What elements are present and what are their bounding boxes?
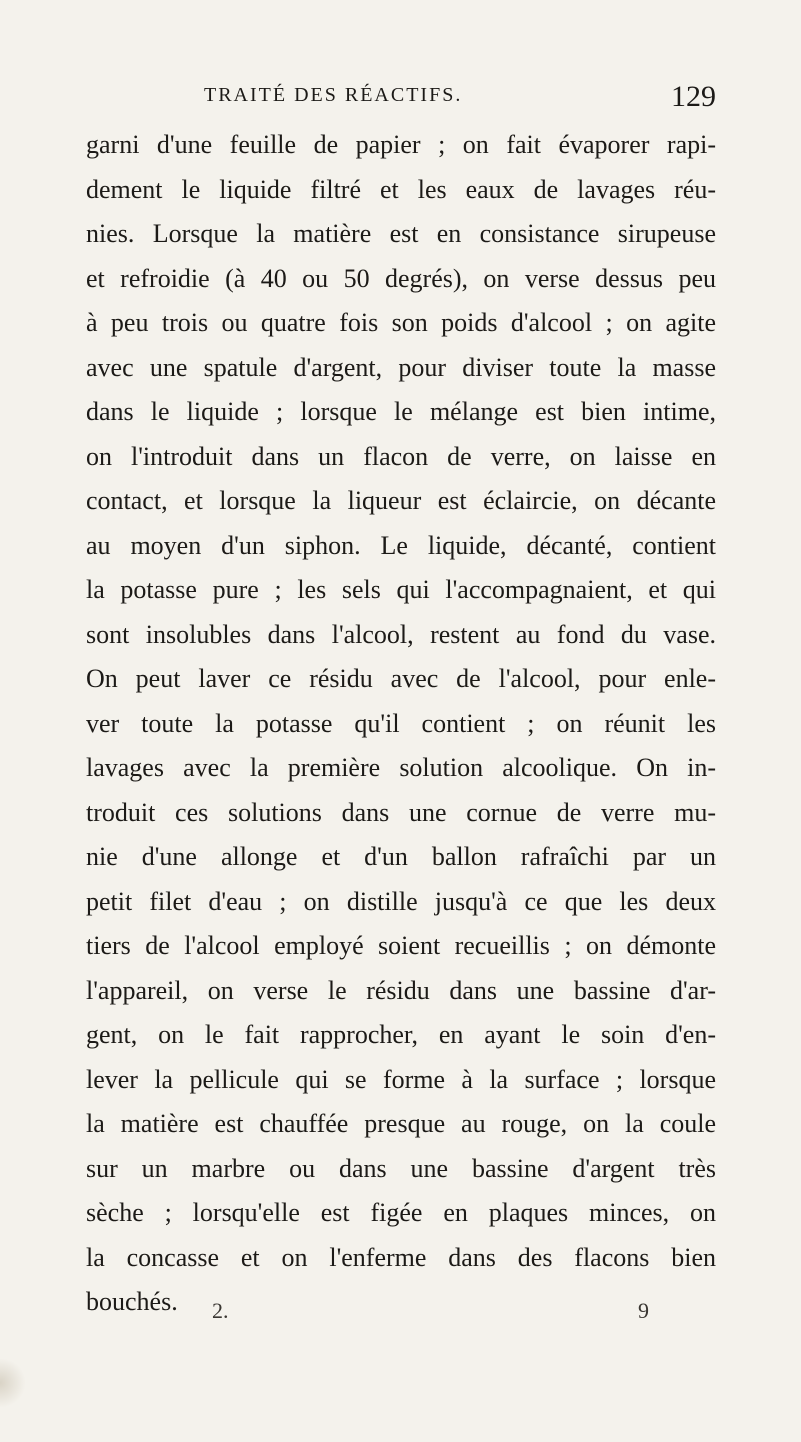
- text-line: lavages avec la première solution alcoolique. On in-: [86, 753, 716, 782]
- text-line: la matière est chauffée presque au rouge, on la coule: [86, 1109, 716, 1138]
- text-line: avec une spatule d'argent, pour diviser toute la masse: [86, 352, 716, 382]
- text-line: lever la pellicule qui se forme à la surface ; lorsque: [86, 1064, 716, 1094]
- text-line: gent, on le fait rapprocher, en ayant le soin d'en-: [86, 1020, 716, 1049]
- text-line: tiers de l'alcool employé soient recueillis ; on démonte: [86, 931, 716, 960]
- page-number: 129: [671, 80, 716, 113]
- text-line: à peu trois ou quatre fois son poids d'alcool ; on agite: [86, 308, 716, 337]
- text-line: sont insolubles dans l'alcool, restent au fond du vase.: [86, 619, 716, 649]
- sheet-folio: 9: [638, 1298, 649, 1323]
- text-line: dans le liquide ; lorsque le mélange est bien intime,: [86, 397, 716, 426]
- text-line: sur un marbre ou dans une bassine d'argent très: [86, 1153, 716, 1183]
- page-footer: [212, 1298, 652, 1332]
- text-line: la potasse pure ; les sels qui l'accompagnaient, et qui: [86, 575, 716, 604]
- text-line: au moyen d'un siphon. Le liquide, décanté, contient: [86, 530, 716, 560]
- text-line: troduit ces solutions dans une cornue de verre mu-: [86, 797, 716, 827]
- text-line: la concasse et on l'enferme dans des flacons bien: [86, 1242, 716, 1272]
- text-line: dement le liquide filtré et les eaux de lavages réu-: [86, 174, 716, 204]
- running-header: [204, 80, 716, 116]
- text-line: On peut laver ce résidu avec de l'alcool, pour enle-: [86, 664, 716, 693]
- text-line: contact, et lorsque la liqueur est éclaircie, on décante: [86, 486, 716, 515]
- text-line: garni d'une feuille de papier ; on fait évaporer rapi-: [86, 130, 716, 159]
- text-line: bouchés.: [86, 1287, 178, 1316]
- text-line: nie d'une allonge et d'un ballon rafraîchi par un: [86, 842, 716, 871]
- text-line: nies. Lorsque la matière est en consistance sirupeuse: [86, 219, 716, 248]
- paper-stain: [0, 1358, 26, 1408]
- text-line: sèche ; lorsqu'elle est figée en plaques minces, on: [86, 1198, 716, 1227]
- text-line: on l'introduit dans un flacon de verre, on laisse en: [86, 441, 716, 471]
- running-title: TRAITÉ DES RÉACTIFS.: [204, 84, 463, 106]
- text-line: et refroidie (à 40 ou 50 degrés), on verse dessus peu: [86, 263, 716, 293]
- signature-mark: 2.: [212, 1298, 229, 1323]
- text-line: l'appareil, on verse le résidu dans une bassine d'ar-: [86, 975, 716, 1005]
- text-line: petit filet d'eau ; on distille jusqu'à ce que les deux: [86, 886, 716, 916]
- text-line: ver toute la potasse qu'il contient ; on réunit les: [86, 708, 716, 738]
- body-text: [86, 123, 716, 1325]
